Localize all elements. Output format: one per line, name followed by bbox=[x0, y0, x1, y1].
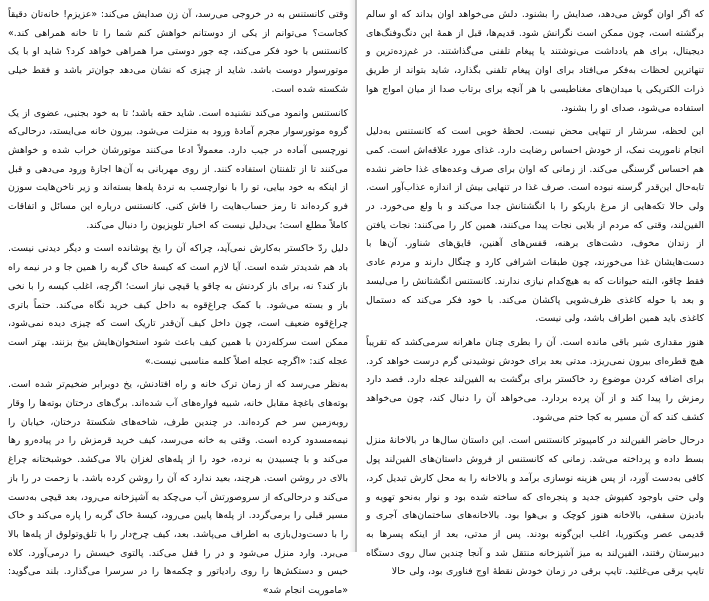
left-paragraph-4: به‌نظر می‌رسد که از زمان ترک خانه و راه افتادنش، یخ دوبرابر ضخیم‌تر شده است. بوته‌های باغچهٔ مقابل خانه، شبیه فواره‌های آب شده‌اند. برگ‌های درختان بوته‌ها را وقار روبه‌زمین سر خم کرده‌اند. در چندین طرف، شاخه‌های شکستهٔ درختان، خیابان را نیمه‌مسدود کرده است. وقتی به خانه می‌رسد، کیف خرید قرمزش را در پیاده‌رو رها می‌کند و با چسبیدن به نرده، خود را از پله‌های لغزان بالا می‌کشد. خوشبختانه چراغ بالای در روشن است. هرچند، بعید ندارد که آن را روشن کرده باشد. با زحمت در را باز می‌کند و درحالی‌که از سروصورتش آب می‌چکد به آشپزخانه می‌رود، بعد قیچی به‌دست مسیر قبلی را برمی‌گردد. از پله‌ها پایین می‌رود، کیسهٔ خاک گربه را پاره می‌کند و خاک را با دست‌ودل‌بازی به اطراف می‌پاشد. بعد، کیف چرخ‌دار را با تلق‌وتولوق از پله‌ها بالا می‌برد. وارد منزل می‌شود و در را قفل می‌کند. پالتوی خیسش را درمی‌آورد. کلاه خیس و دستکش‌ها را روی رادیاتور و چکمه‌ها را در سرسرا می‌گذارد. بلند می‌گوید: «ماموریت انجام شد» bbox=[8, 379, 348, 597]
left-paragraph-2: کانستنس وانمود می‌کند نشنیده است. شاید حقه باشد؛ تا به خود بجنبی، عضوی از یک گروه موتورسوار مجرم آمادهٔ ورود به منزلت می‌شود. بیرون خانه می‌ایستد، درحالی‌که نورچسبی آماده در جیب دارد. معمولاً ادعا می‌کنند موتورشان خراب شده و خواهش می‌کنند تا از تلفنتان استفاده کنند. از روی مهربانی به آن‌ها اجازهٔ ورود می‌دهی و قبل از اینکه به خود بیایی، تو را با نوارچسب به نرده‌ٔ پله‌ها بسته‌اند و زیر ناخن‌هایت سوزن فرو کرده‌اند تا رمز حساب‌هایت را فاش کنی. کانستنس درباره این مسائل و اتفاقات کاملاً مطلع است؛ بی‌دلیل نیست که اخبار تلویزیون را دنبال می‌کند. bbox=[8, 107, 348, 231]
right-paragraph-1: که اگر اوان گوش می‌دهد، صدایش را بشنود. دلش می‌خواهد اوان بداند که او سالم برگشته است، چون ممکن است نگرانش شود. قدیم‌ها، قبل از همهٔ این دنگ‌وفنگ‌های دیجیتال، برای هم یادداشت می‌نوشتند یا پیغام تلفنی می‌گذاشتند. در غم‌زده‌ترین و تنهاترین لحظات به‌فکر می‌افتاد برای اوان پیغام تلفنی بگذارد، شاید بتواند از طریق ذرات الکتریکی یا میدان‌های مغناطیسی با هر آنچه برای برتاب صدا از میان امواج هوا استفاده می‌شود، صدای او را بشنود. bbox=[366, 9, 704, 114]
right-page bbox=[366, 6, 704, 578]
left-paragraph-1: وقتی کانستنس به در خروجی می‌رسد، آن زن صدایش می‌کند: «عزیزم! خانه‌تان دقیقاً کجاست؟ می‌توانم از یکی از دوستانم خواهش کنم شما را تا خانه همراهی کند.» کانستنس با خود فکر می‌کند، چه جور دوستی مرا همراهی خواهد کرد؟ شاید او با یک موتورسوار دوست باشد. شاید از چیزی که نشان می‌دهد جوان‌تر باشد و فقط خیلی شکسته شده است. bbox=[8, 9, 348, 95]
right-paragraph-4: درحال حاضر الفین‌لند در کامپیوتر کانستنس است. این داستان سال‌ها در بالاخانهٔ منزل بسط داده و پرداخته می‌شد. زمانی که کانستنس از فروش داستان‌های الفین‌لند پول کافی به‌دست آورد، از پس هزینه نوسازی برآمد و بالاخانه را به محل کارش تبدیل کرد، ولی حتی باوجود کفپوش جدید و پنجره‌ای که ساخته شده بود و نوار به‌نحو تهویه و بادبزن سقفی، بالاخانه هنوز کوچک و بی‌هوا بود. بالاخانه‌های ساختمان‌های آجری و قدیمی عصر ویکتوریا، اغلب این‌گونه بودند. پس از مدتی، بعد از اینکه پسرها به دبیرستان رفتند، الفین‌لند به میز آشپزخانه منتقل شد و آنجا چندین سال روی دستگاه تایپ برقی می‌غلتید. تایپ برقی در زمان خودش نقطهٔ اوج فناوری بود، ولی حالا bbox=[366, 435, 704, 578]
left-paragraph-3: دلیل ردّ خاکستر به‌کارش نمی‌آید، چراکه آن را یخ پوشانده است و دیگر دیدنی نیست. باد هم شدیدتر شده است. آیا لازم است که کیسهٔ خاک گربه را همین جا و در نیمه راه باز کند؟ نه، برای باز کردنش به چاقو یا قیچی نیاز است؛ اگرچه، اغلب کیسه را با نخی باز و بسته می‌شود. با کمک چراغ‌قوه به داخل کیف خرید نگاه می‌کند. حتماً باتری چراغ‌قوه ضعیف است، چون داخل کیف آن‌قدر تاریک است که چیزی دیده نمی‌شود، ممکن است سرکله‌زدن با همین کیف باعث شود استخوان‌هایش بیخ بزنند. بهتر است عجله کند: «اگرچه عجله اصلاً کلمه مناسبی نیست.» bbox=[8, 243, 348, 367]
left-page bbox=[8, 6, 348, 597]
right-paragraph-2: این لحظه، سرشار از تنهایی محض نیست. لحظهٔ خوبی است که کانستنس به‌دلیل انجام ناموریت نمک، از خودش احساس رضایت دارد. غذای مورد علاقه‌اش است. کمی هم احساس گرسنگی می‌کند. از زمانی که اوان برای صرف وعده‌های غذا حاضر نشده تابه‌حال این‌قدر گرسنه نبوده است. صرف غذا در تنهایی بیش از اندازه عذاب‌آور است. ولی حالا تکه‌هایی از مرغ باریکو را با انگشتانش جدا می‌کند و با ولع می‌خورد. در الفین‌لند، وقتی که مردم از بلایی نجات پیدا می‌کنند، همین کار را می‌کنند: نجات یافتن از زندان مخوف، دشت‌های برهنه، قفس‌های آهنین، قایق‌های شناور. آن‌ها با دست‌هایشان غذا می‌خورند، چون طبقات اشرافی کارد و چنگال دارند و مردم عادی فقط چاقو، البته حیوانات که به هیچ‌کدام نیازی ندارند. کانستنس انگشتانش را می‌لیسد و بعد با حوله کاغذی ظرف‌شویی پاکشان می‌کند. با خود فکر می‌کند که دستمال کاغذی باید همین اطراف باشد، ولی نیست. bbox=[366, 126, 704, 325]
page-gutter bbox=[355, 0, 357, 552]
right-paragraph-3: هنوز مقداری شیر باقی مانده است. آن را بطری چنان ماهرانه سرمی‌کشد که تقریباً هیچ قطره‌ای بیرون نمی‌ریزد. مدتی بعد برای خودش نوشیدنی گرم درست خواهد کرد. برای اضافه کردن موضوع رد خاکستر برای برگشت به الفین‌لند عجله دارد. قصد دارد رمزش را پیدا کند و از آن پرده بردارد. می‌خواهد آن را دنبال کند، چون می‌خواهد کشف کند که آن مسیر به کجا ختم می‌شود. bbox=[366, 336, 704, 423]
